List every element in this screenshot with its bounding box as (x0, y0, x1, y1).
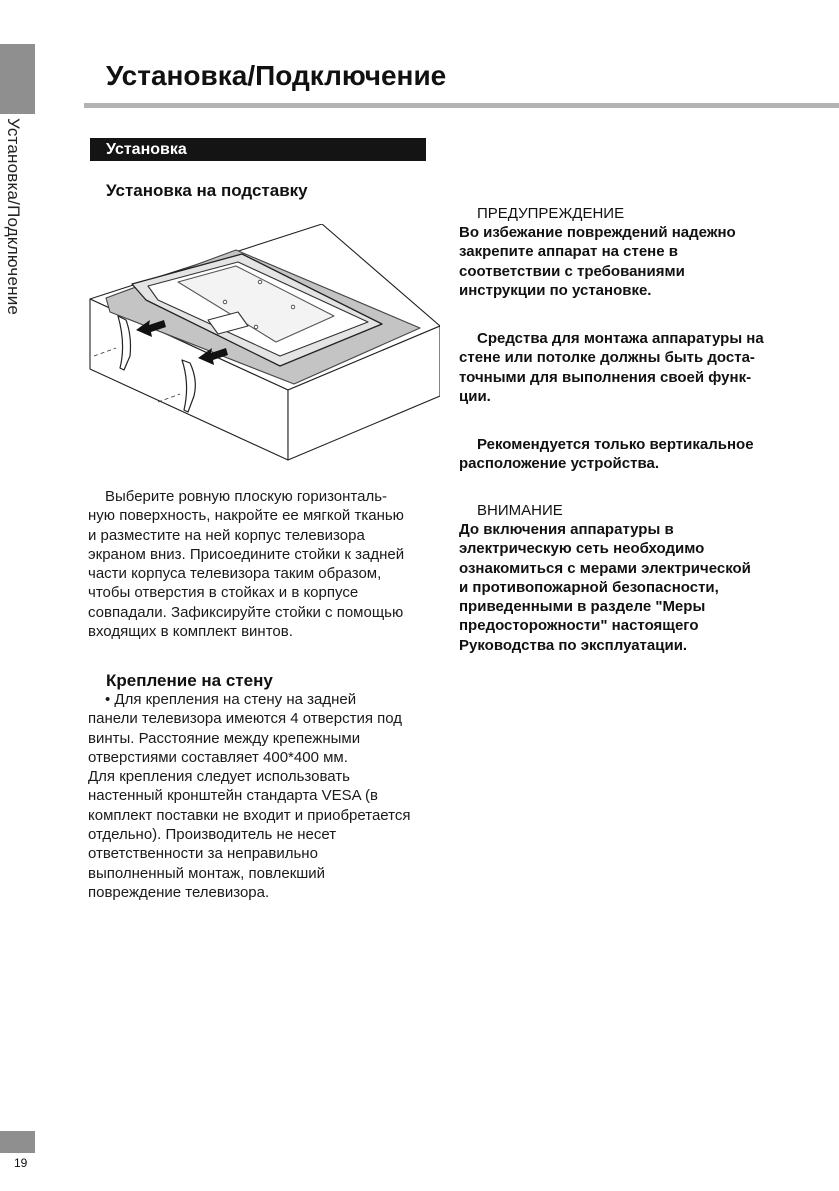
attention-label: ВНИМАНИЕ (477, 502, 563, 519)
text-line: настенный кронштейн стандарта VESA (в (88, 787, 378, 805)
text-line: ответственности за неправильно (88, 845, 318, 863)
warning-paragraph-3 (459, 435, 794, 474)
warning-paragraph-2 (459, 329, 794, 406)
text-line: соответствии с требованиями (459, 262, 685, 280)
text-line: Во избежание повреждений надежно (459, 224, 736, 241)
text-line: ции. (459, 387, 491, 405)
text-line: винты. Расстояние между крепежными (88, 729, 361, 747)
screw-hole (223, 300, 227, 304)
stand-heading: Установка на подставку (106, 181, 308, 200)
page-number: 19 (14, 1156, 28, 1170)
text-line: ознакомиться с мерами электрической (459, 559, 751, 577)
text-line: и противопожарной безопасности, (459, 578, 719, 596)
screw-hole (258, 280, 262, 284)
text-line: части корпуса телевизора таким образом, (88, 565, 382, 583)
page-number-tab (0, 1131, 35, 1153)
text-line: электрическую сеть необходимо (459, 540, 705, 558)
screw-hole (254, 325, 258, 329)
stand-instructions-paragraph (88, 487, 448, 641)
text-line: отверстиями составляет 400*400 мм. (88, 748, 348, 766)
side-tab-marker (0, 44, 35, 114)
text-line: закрепите аппарат на стене в (459, 243, 678, 261)
text-line: ную поверхность, накройте ее мягкой тканью (88, 507, 404, 525)
title-divider (84, 103, 839, 108)
text-line: предосторожности" настоящего (459, 617, 699, 635)
text-line: Для крепления следует использовать (88, 768, 350, 786)
text-line: • Для крепления на стену на задней (105, 691, 357, 708)
wall-mount-heading: Крепление на стену (106, 671, 273, 690)
text-line: Рекомендуется только вертикальное (477, 436, 754, 453)
wall-mount-paragraph (88, 690, 450, 902)
text-line: экраном вниз. Присоедините стойки к задней (88, 545, 405, 563)
text-line: Выберите ровную плоскую горизонталь- (105, 488, 388, 505)
side-section-label: Установка/Подключение (4, 118, 23, 316)
text-line: расположение устройства. (459, 455, 659, 473)
text-line: отдельно). Производитель не несет (88, 826, 337, 844)
text-line: выполненный монтаж, повлекший (88, 864, 326, 882)
text-line: комплект поставки не входит и приобретается (88, 806, 411, 824)
screw-hole (291, 305, 295, 309)
stand-installation-diagram (88, 224, 440, 462)
text-line: Руководства по эксплуатации. (459, 636, 688, 654)
page-title: Установка/Подключение (106, 60, 447, 91)
warning-label: ПРЕДУПРЕЖДЕНИЕ (477, 205, 625, 222)
text-line: инструкции по установке. (459, 281, 652, 299)
text-line: повреждение телевизора. (88, 883, 270, 901)
text-line: стене или потолке должны быть доста- (459, 349, 755, 367)
text-line: чтобы отверстия в стойках и в корпусе (88, 584, 359, 602)
text-line: панели телевизора имеются 4 отверстия под (88, 710, 403, 728)
text-line: совпадали. Зафиксируйте стойки с помощью (88, 603, 404, 621)
text-line: приведенными в разделе "Меры (459, 598, 706, 616)
text-line: входящих в комплект винтов. (88, 623, 293, 641)
attention-paragraph (459, 520, 794, 655)
warning-paragraph-1 (459, 223, 794, 300)
text-line: До включения аппаратуры в (459, 521, 674, 538)
section-header-bar: Установка (90, 138, 426, 161)
text-line: точными для выполнения своей функ- (459, 368, 752, 386)
text-line: и разместите на ней корпус телевизора (88, 526, 365, 544)
text-line: Средства для монтажа аппаратуры на (477, 330, 764, 347)
